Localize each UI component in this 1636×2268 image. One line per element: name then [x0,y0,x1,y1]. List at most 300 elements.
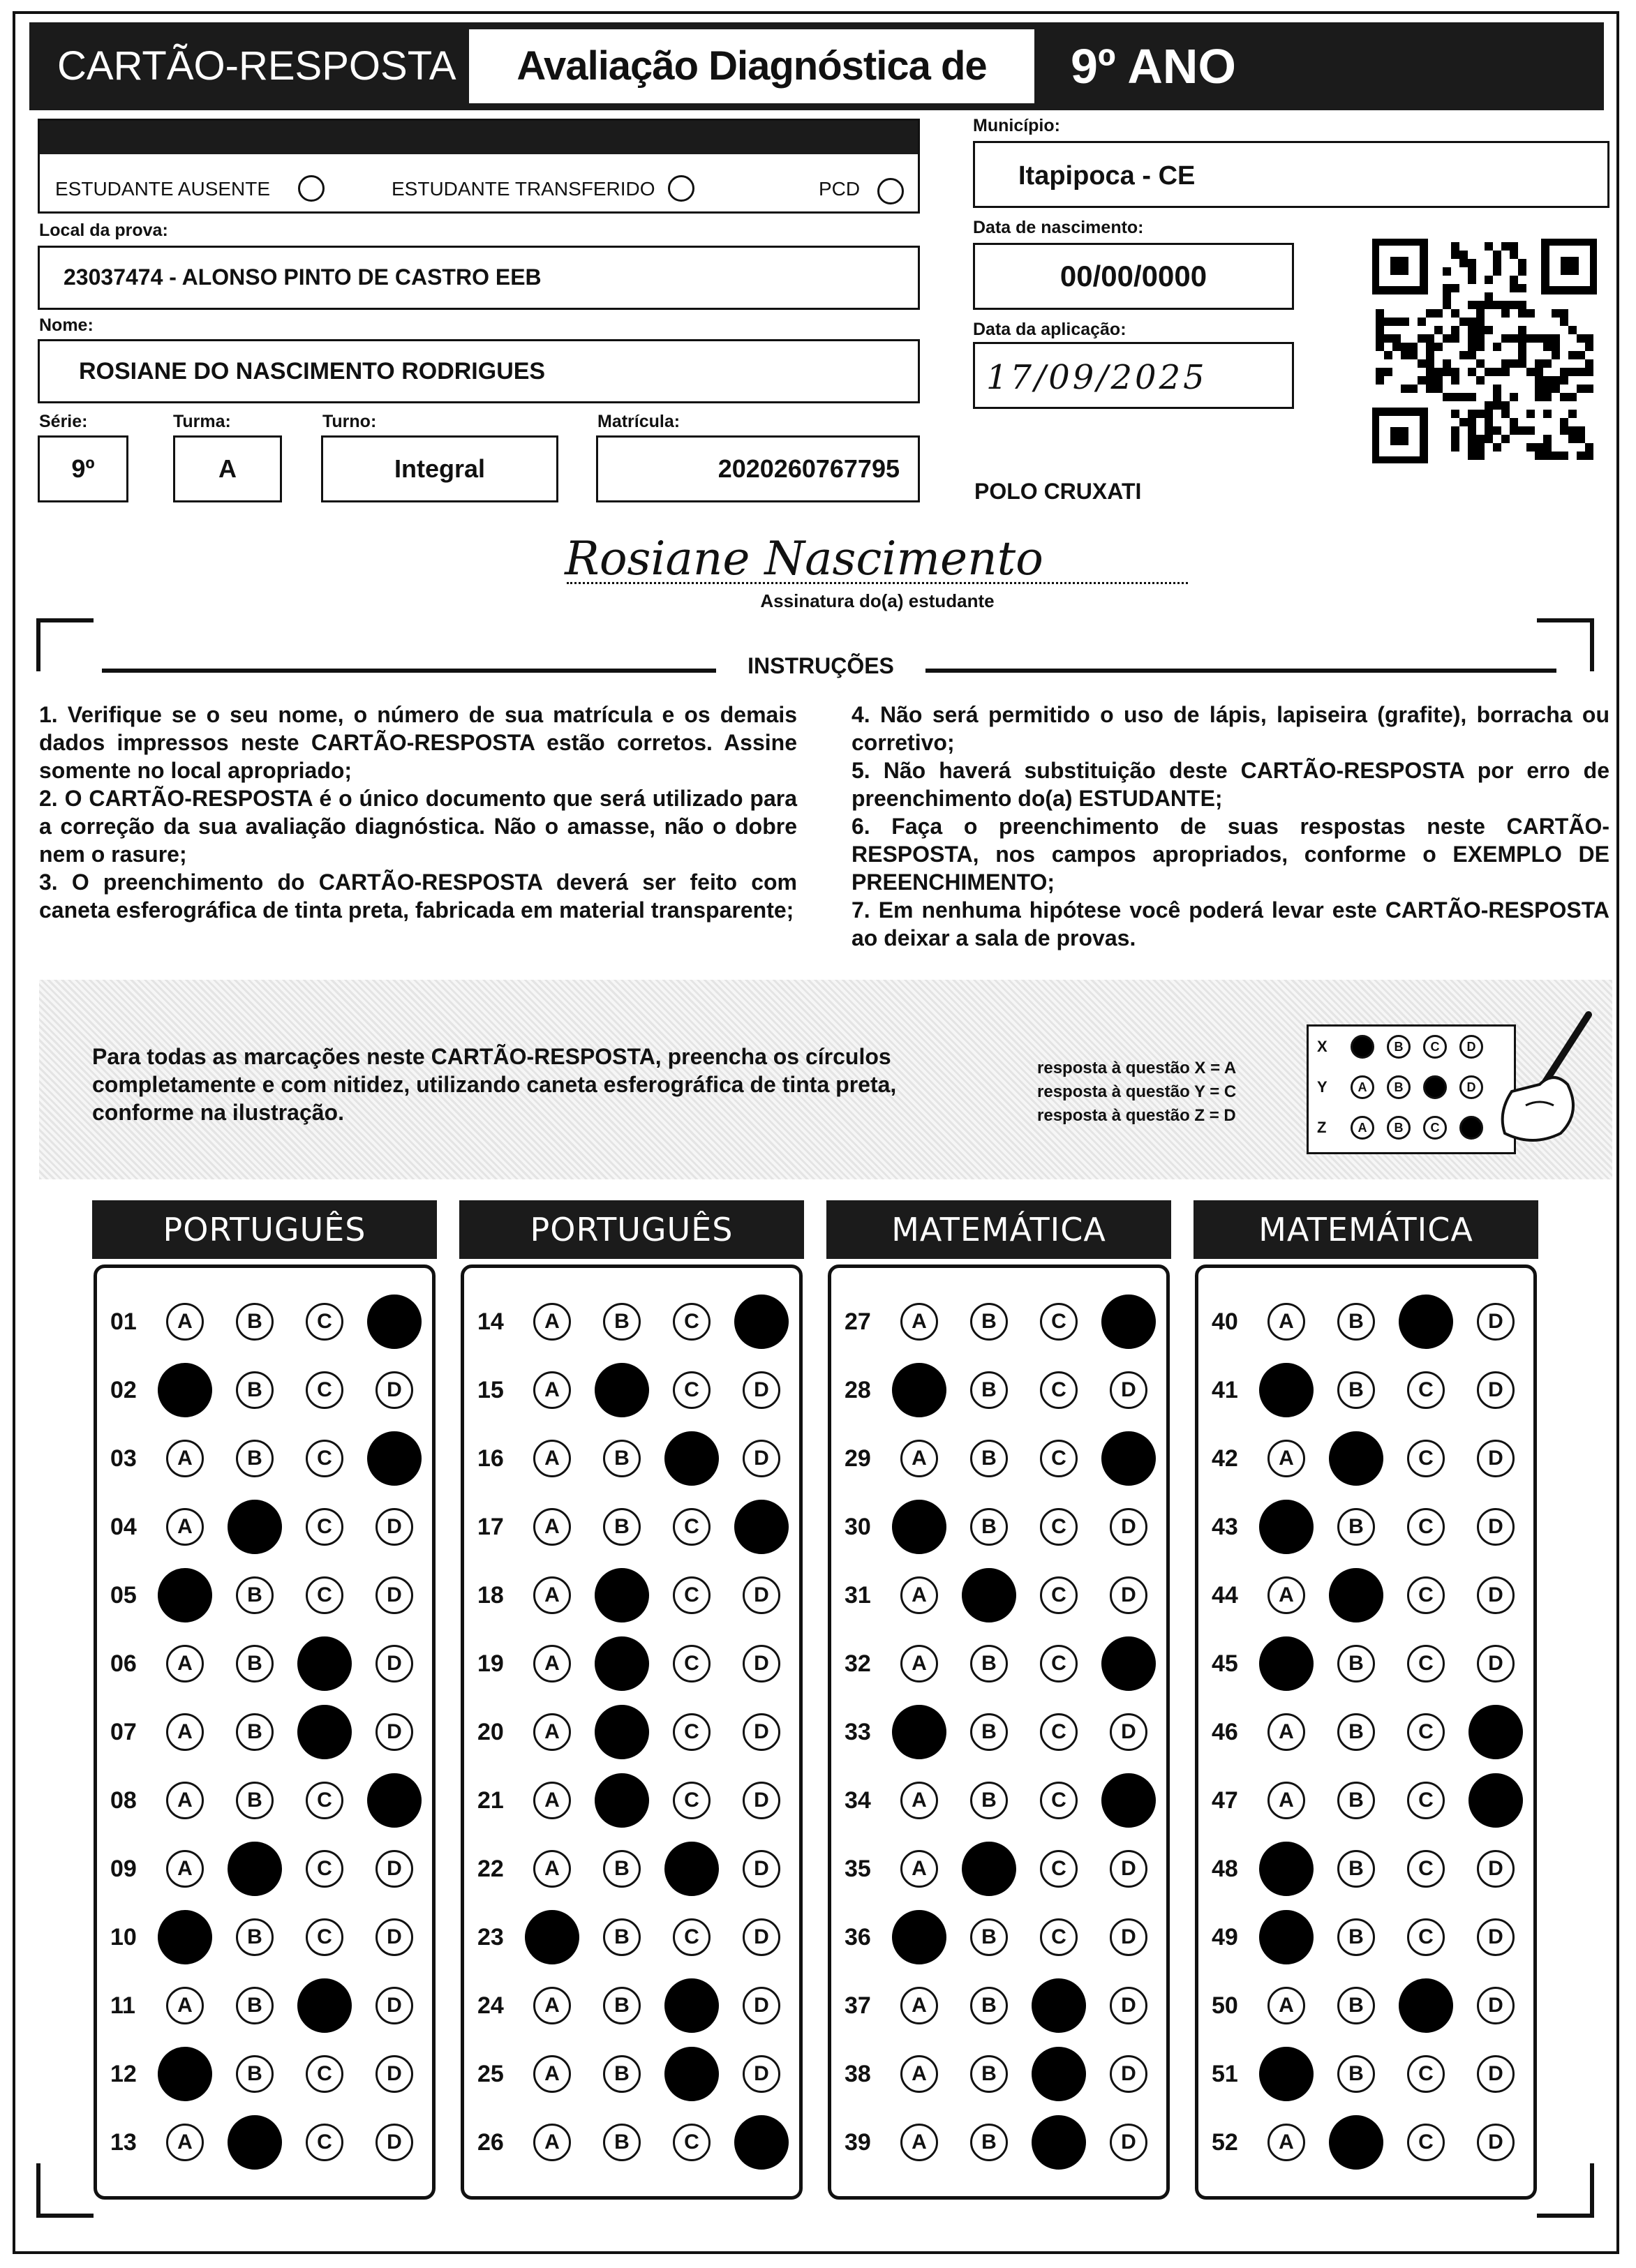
answer-bubble-21-D[interactable]: D [743,1782,780,1819]
answer-bubble-07-C[interactable] [297,1705,352,1759]
example-bubble-Y-B: B [1387,1075,1411,1099]
answer-bubble-01-B[interactable]: B [236,1303,274,1341]
answer-bubble-05-B[interactable]: B [236,1576,274,1614]
answer-bubble-03-A[interactable]: A [166,1440,204,1477]
question-number: 47 [1212,1787,1238,1814]
turno-label: Turno: [322,412,377,431]
answer-bubble-42-C[interactable]: C [1407,1440,1445,1477]
answer-bubble-15-D[interactable]: D [743,1371,780,1409]
answer-bubble-24-C[interactable] [664,1978,719,2033]
answer-bubble-11-A[interactable]: A [166,1987,204,2024]
answer-bubble-08-D[interactable] [367,1773,422,1828]
question-number: 17 [477,1514,504,1540]
question-number: 30 [845,1514,871,1540]
answer-bubble-34-A[interactable]: A [900,1782,938,1819]
answer-bubble-31-B[interactable] [962,1568,1016,1622]
answer-bubble-08-C[interactable]: C [306,1782,343,1819]
answer-bubble-45-C[interactable]: C [1407,1645,1445,1683]
answer-bubble-12-B[interactable]: B [236,2055,274,2093]
question-number: 39 [845,2129,871,2156]
answer-bubble-28-B[interactable]: B [970,1371,1008,1409]
serie-value: 9º [71,454,95,483]
answer-bubble-45-A[interactable] [1259,1636,1314,1691]
question-number: 14 [477,1308,504,1335]
answer-bubble-46-C[interactable]: C [1407,1713,1445,1751]
name-value: ROSIANE DO NASCIMENTO RODRIGUES [79,358,546,385]
answer-bubble-48-D[interactable]: D [1477,1850,1515,1888]
answer-bubble-13-D[interactable]: D [375,2124,413,2161]
header-title-right: 9º ANO [1071,39,1236,94]
answer-bubble-15-B[interactable] [595,1363,649,1417]
answer-bubble-33-D[interactable]: D [1110,1713,1147,1751]
answer-bubble-50-A[interactable]: A [1267,1987,1305,2024]
answer-bubble-48-A[interactable] [1259,1842,1314,1896]
pcd-label: PCD [819,178,861,200]
answer-bubble-15-A[interactable]: A [533,1371,571,1409]
answer-bubble-17-C[interactable]: C [673,1508,711,1546]
answer-bubble-25-C[interactable] [664,2047,719,2101]
answer-bubble-31-D[interactable]: D [1110,1576,1147,1614]
answer-bubble-16-A[interactable]: A [533,1440,571,1477]
answer-bubble-25-A[interactable]: A [533,2055,571,2093]
aplicacao-field [973,342,1294,409]
answer-bubble-43-D[interactable]: D [1477,1508,1515,1546]
answer-bubble-42-D[interactable]: D [1477,1440,1515,1477]
answer-bubble-35-A[interactable]: A [900,1850,938,1888]
answer-bubble-27-A[interactable]: A [900,1303,938,1341]
answer-bubble-17-B[interactable]: B [603,1508,641,1546]
answer-bubble-32-D[interactable] [1101,1636,1156,1691]
answer-bubble-35-B[interactable] [962,1842,1016,1896]
example-row-label: Z [1317,1119,1327,1136]
answer-bubble-04-B[interactable] [228,1500,282,1554]
answer-bubble-21-C[interactable]: C [673,1782,711,1819]
matricula-value: 2020260767795 [717,454,900,483]
answer-bubble-42-B[interactable] [1329,1431,1383,1486]
answer-bubble-34-C[interactable]: C [1040,1782,1078,1819]
answer-bubble-12-C[interactable]: C [306,2055,343,2093]
answer-bubble-10-A[interactable] [158,1910,212,1964]
answer-bubble-25-D[interactable]: D [743,2055,780,2093]
question-number: 10 [110,1924,137,1950]
aplicacao-value: 17/09/2025 [986,358,1207,397]
question-number: 40 [1212,1308,1238,1335]
question-number: 09 [110,1856,137,1882]
answer-bubble-52-C[interactable]: C [1407,2124,1445,2161]
answer-bubble-31-A[interactable]: A [900,1576,938,1614]
answer-bubble-09-B[interactable] [228,1842,282,1896]
answer-bubble-41-B[interactable]: B [1337,1371,1375,1409]
answer-bubble-50-B[interactable]: B [1337,1987,1375,2024]
answer-bubble-24-B[interactable]: B [603,1987,641,2024]
answer-bubble-42-A[interactable]: A [1267,1440,1305,1477]
answer-bubble-52-B[interactable] [1329,2115,1383,2170]
answer-bubble-21-A[interactable]: A [533,1782,571,1819]
pcd-checkbox[interactable] [877,178,904,204]
answer-bubble-14-D[interactable] [734,1295,789,1349]
local-value: 23037474 - ALONSO PINTO DE CASTRO EEB [64,264,542,290]
example-bubble-X-D: D [1459,1035,1483,1059]
answer-bubble-29-D[interactable] [1101,1431,1156,1486]
answer-bubble-08-A[interactable]: A [166,1782,204,1819]
question-number: 22 [477,1856,504,1882]
answer-bubble-06-A[interactable]: A [166,1645,204,1683]
answer-bubble-29-B[interactable]: B [970,1440,1008,1477]
instruction-2: 2. O CARTÃO-RESPOSTA é o único documento que será utilizado para a correção da sua avaliação diagnóstica. Não o amasse, não o dobre nem o rasure; [39,786,797,867]
example-bubble-Z-B: B [1387,1116,1411,1140]
answer-bubble-33-B[interactable]: B [970,1713,1008,1751]
example-row-label: X [1317,1038,1328,1055]
question-number: 36 [845,1924,871,1950]
question-number: 52 [1212,2129,1238,2156]
answer-bubble-16-B[interactable]: B [603,1440,641,1477]
transferred-label: ESTUDANTE TRANSFERIDO [392,178,655,200]
answer-bubble-22-D[interactable]: D [743,1850,780,1888]
answer-bubble-26-D[interactable] [734,2115,789,2170]
signature-caption: Assinatura do(a) estudante [760,590,995,611]
answer-bubble-05-C[interactable]: C [306,1576,343,1614]
answer-bubble-23-B[interactable]: B [603,1918,641,1956]
question-number: 31 [845,1582,871,1609]
answer-bubble-14-C[interactable]: C [673,1303,711,1341]
answer-bubble-12-A[interactable] [158,2047,212,2101]
answer-bubble-07-A[interactable]: A [166,1713,204,1751]
answer-bubble-20-B[interactable] [595,1705,649,1759]
instruction-7: 7. Em nenhuma hipótese você poderá levar este CARTÃO-RESPOSTA ao deixar a sala de provas. [852,897,1609,950]
column-header-3: MATEMÁTICA [826,1200,1171,1259]
answer-bubble-02-A[interactable] [158,1363,212,1417]
answer-bubble-28-C[interactable]: C [1040,1371,1078,1409]
answer-bubble-44-A[interactable]: A [1267,1576,1305,1614]
answer-bubble-36-B[interactable]: B [970,1918,1008,1956]
serie-field [38,435,128,502]
answer-bubble-30-D[interactable]: D [1110,1508,1147,1546]
question-number: 29 [845,1445,871,1472]
answer-bubble-24-D[interactable]: D [743,1987,780,2024]
answer-bubble-33-C[interactable]: C [1040,1713,1078,1751]
turma-field [173,435,282,502]
question-number: 37 [845,1992,871,2019]
question-number: 04 [110,1514,137,1540]
answer-bubble-52-A[interactable]: A [1267,2124,1305,2161]
answer-bubble-39-B[interactable]: B [970,2124,1008,2161]
answer-bubble-38-C[interactable] [1032,2047,1086,2101]
qr-code [1372,239,1597,463]
answer-bubble-23-C[interactable]: C [673,1918,711,1956]
answer-bubble-43-B[interactable]: B [1337,1508,1375,1546]
answer-bubble-41-C[interactable]: C [1407,1371,1445,1409]
answer-bubble-04-D[interactable]: D [375,1508,413,1546]
header-title-center: Avaliação Diagnóstica de [469,29,1034,103]
answer-bubble-18-C[interactable]: C [673,1576,711,1614]
example-bubble-Z-D [1459,1116,1483,1140]
question-number: 08 [110,1787,137,1814]
answer-bubble-44-D[interactable]: D [1477,1576,1515,1614]
answer-bubble-03-D[interactable] [367,1431,422,1486]
answer-bubble-49-C[interactable]: C [1407,1918,1445,1956]
nascimento-field [973,243,1294,310]
transferred-checkbox[interactable] [668,175,694,202]
frame-corner-tr [1537,618,1594,671]
answer-bubble-20-A[interactable]: A [533,1713,571,1751]
answer-bubble-34-D[interactable] [1101,1773,1156,1828]
answer-bubble-29-A[interactable]: A [900,1440,938,1477]
answer-bubble-43-C[interactable]: C [1407,1508,1445,1546]
question-number: 35 [845,1856,871,1882]
answer-bubble-06-D[interactable]: D [375,1645,413,1683]
answer-bubble-10-C[interactable]: C [306,1918,343,1956]
answer-bubble-15-C[interactable]: C [673,1371,711,1409]
answer-bubble-03-B[interactable]: B [236,1440,274,1477]
answer-bubble-45-B[interactable]: B [1337,1645,1375,1683]
answer-bubble-17-D[interactable] [734,1500,789,1554]
absent-label: ESTUDANTE AUSENTE [55,178,271,200]
answer-bubble-48-C[interactable]: C [1407,1850,1445,1888]
answer-bubble-36-D[interactable]: D [1110,1918,1147,1956]
fill-example-text: Para todas as marcações neste CARTÃO-RESPOSTA, preencha os círculos completamente e com nitidez, utilizando caneta esferográfica de tinta preta, conforme na ilustração. [92,1044,897,1125]
answer-bubble-30-A[interactable] [892,1500,946,1554]
answer-bubble-37-A[interactable]: A [900,1987,938,2024]
name-field [38,339,920,403]
example-bubble-X-C: C [1423,1035,1447,1059]
answer-bubble-06-C[interactable] [297,1636,352,1691]
answer-bubble-35-D[interactable]: D [1110,1850,1147,1888]
answer-bubble-07-B[interactable]: B [236,1713,274,1751]
frame-corner-tl [36,618,94,671]
answer-bubble-11-B[interactable]: B [236,1987,274,2024]
absent-checkbox[interactable] [298,175,325,202]
answer-bubble-19-B[interactable] [595,1636,649,1691]
answer-bubble-19-C[interactable]: C [673,1645,711,1683]
question-number: 49 [1212,1924,1238,1950]
answer-bubble-51-C[interactable]: C [1407,2055,1445,2093]
question-number: 06 [110,1650,137,1677]
answer-bubble-49-B[interactable]: B [1337,1918,1375,1956]
answer-bubble-49-A[interactable] [1259,1910,1314,1964]
answer-bubble-40-C[interactable] [1399,1295,1453,1349]
answer-bubble-40-A[interactable]: A [1267,1303,1305,1341]
header-title-left: CARTÃO-RESPOSTA [57,43,456,89]
question-number: 46 [1212,1719,1238,1745]
answer-bubble-02-C[interactable]: C [306,1371,343,1409]
answer-bubble-48-B[interactable]: B [1337,1850,1375,1888]
question-number: 18 [477,1582,504,1609]
turno-value: Integral [394,454,486,483]
legend-y: resposta à questão Y = C [1037,1082,1237,1101]
answer-bubble-19-D[interactable]: D [743,1645,780,1683]
answer-bubble-31-C[interactable]: C [1040,1576,1078,1614]
answer-bubble-12-D[interactable]: D [375,2055,413,2093]
answer-bubble-20-D[interactable]: D [743,1713,780,1751]
question-number: 44 [1212,1582,1238,1609]
answer-bubble-50-C[interactable] [1399,1978,1453,2033]
answer-bubble-37-D[interactable]: D [1110,1987,1147,2024]
answer-bubble-46-A[interactable]: A [1267,1713,1305,1751]
question-number: 50 [1212,1992,1238,2019]
question-number: 38 [845,2061,871,2087]
answer-bubble-46-D[interactable] [1468,1705,1523,1759]
answer-bubble-38-D[interactable]: D [1110,2055,1147,2093]
answer-bubble-52-D[interactable]: D [1477,2124,1515,2161]
answer-bubble-36-A[interactable] [892,1910,946,1964]
answer-bubble-23-A[interactable] [525,1910,579,1964]
answer-bubble-10-B[interactable]: B [236,1918,274,1956]
example-bubble-X-A [1351,1035,1374,1059]
answer-bubble-08-B[interactable]: B [236,1782,274,1819]
answer-bubble-41-A[interactable] [1259,1363,1314,1417]
answer-bubble-47-C[interactable]: C [1407,1782,1445,1819]
local-label: Local da prova: [39,221,168,240]
answer-bubble-07-D[interactable]: D [375,1713,413,1751]
fill-example-band [39,980,1612,1179]
answer-bubble-27-B[interactable]: B [970,1303,1008,1341]
answer-bubble-32-C[interactable]: C [1040,1645,1078,1683]
example-bubble-Y-D: D [1459,1075,1483,1099]
answer-bubble-04-A[interactable]: A [166,1508,204,1546]
answer-bubble-09-D[interactable]: D [375,1850,413,1888]
answer-bubble-02-B[interactable]: B [236,1371,274,1409]
answer-bubble-23-D[interactable]: D [743,1918,780,1956]
question-number: 28 [845,1377,871,1403]
question-number: 07 [110,1719,137,1745]
answer-bubble-05-A[interactable] [158,1568,212,1622]
answer-bubble-01-A[interactable]: A [166,1303,204,1341]
answer-bubble-44-C[interactable]: C [1407,1576,1445,1614]
answer-bubble-22-C[interactable] [664,1842,719,1896]
answer-bubble-43-A[interactable] [1259,1500,1314,1554]
answer-bubble-51-B[interactable]: B [1337,2055,1375,2093]
question-number: 23 [477,1924,504,1950]
answer-bubble-16-C[interactable] [664,1431,719,1486]
answer-bubble-47-A[interactable]: A [1267,1782,1305,1819]
question-number: 34 [845,1787,871,1814]
instructions-rule-right [925,669,1556,673]
instruction-4: 4. Não será permitido o uso de lápis, lapiseira (grafite), borracha ou corretivo; [852,702,1609,755]
answer-bubble-50-D[interactable]: D [1477,1987,1515,2024]
answer-bubble-32-B[interactable]: B [970,1645,1008,1683]
answer-bubble-39-D[interactable]: D [1110,2124,1147,2161]
answer-bubble-40-D[interactable]: D [1477,1303,1515,1341]
municipio-label: Município: [973,116,1060,135]
answer-bubble-26-C[interactable]: C [673,2124,711,2161]
answer-bubble-33-A[interactable] [892,1705,946,1759]
answer-bubble-06-B[interactable]: B [236,1645,274,1683]
qr-code-graphic [1372,239,1597,463]
answer-bubble-44-B[interactable] [1329,1568,1383,1622]
answer-bubble-49-D[interactable]: D [1477,1918,1515,1956]
answer-bubble-02-D[interactable]: D [375,1371,413,1409]
answer-bubble-01-C[interactable]: C [306,1303,343,1341]
answer-bubble-05-D[interactable]: D [375,1576,413,1614]
answer-bubble-45-D[interactable]: D [1477,1645,1515,1683]
instruction-6: 6. Faça o preenchimento de suas respostas neste CARTÃO-RESPOSTA, nos campos apropriados, conforme o EXEMPLO DE PREENCHIMENTO; [852,814,1609,895]
answer-bubble-22-A[interactable]: A [533,1850,571,1888]
answer-bubble-13-A[interactable]: A [166,2124,204,2161]
answer-bubble-34-B[interactable]: B [970,1782,1008,1819]
question-number: 16 [477,1445,504,1472]
answer-bubble-18-B[interactable] [595,1568,649,1622]
answer-bubble-47-D[interactable] [1468,1773,1523,1828]
answer-bubble-14-A[interactable]: A [533,1303,571,1341]
answer-bubble-30-B[interactable]: B [970,1508,1008,1546]
answer-bubble-03-C[interactable]: C [306,1440,343,1477]
answer-bubble-47-B[interactable]: B [1337,1782,1375,1819]
answer-sheet [13,11,1619,2254]
answer-bubble-35-C[interactable]: C [1040,1850,1078,1888]
answer-bubble-26-B[interactable]: B [603,2124,641,2161]
answer-bubble-26-A[interactable]: A [533,2124,571,2161]
answer-bubble-32-A[interactable]: A [900,1645,938,1683]
answer-bubble-28-D[interactable]: D [1110,1371,1147,1409]
answer-bubble-51-D[interactable]: D [1477,2055,1515,2093]
answer-bubble-16-D[interactable]: D [743,1440,780,1477]
answer-bubble-24-A[interactable]: A [533,1987,571,2024]
pen-hand-icon [1484,1008,1609,1147]
question-number: 41 [1212,1377,1238,1403]
answer-bubble-18-D[interactable]: D [743,1576,780,1614]
answer-bubble-10-D[interactable]: D [375,1918,413,1956]
answer-bubble-09-A[interactable]: A [166,1850,204,1888]
answer-bubble-40-B[interactable]: B [1337,1303,1375,1341]
question-number: 11 [110,1992,135,2019]
answer-bubble-29-C[interactable]: C [1040,1440,1078,1477]
answer-bubble-27-C[interactable]: C [1040,1303,1078,1341]
answer-bubble-30-C[interactable]: C [1040,1508,1078,1546]
turma-value: A [218,454,237,483]
answer-bubble-39-A[interactable]: A [900,2124,938,2161]
instructions-right [852,701,1609,952]
answer-bubble-14-B[interactable]: B [603,1303,641,1341]
answer-bubble-25-B[interactable]: B [603,2055,641,2093]
answer-bubble-39-C[interactable] [1032,2115,1086,2170]
question-number: 32 [845,1650,871,1677]
answer-bubble-37-B[interactable]: B [970,1987,1008,2024]
answer-bubble-27-D[interactable] [1101,1295,1156,1349]
answer-bubble-20-C[interactable]: C [673,1713,711,1751]
answer-bubble-11-C[interactable] [297,1978,352,2033]
legend-x: resposta à questão X = A [1037,1059,1237,1077]
answer-bubble-09-C[interactable]: C [306,1850,343,1888]
answer-bubble-46-B[interactable]: B [1337,1713,1375,1751]
answer-bubble-11-D[interactable]: D [375,1987,413,2024]
answer-bubble-28-A[interactable] [892,1363,946,1417]
signature-line [567,582,1188,584]
answer-bubble-51-A[interactable] [1259,2047,1314,2101]
answer-bubble-38-A[interactable]: A [900,2055,938,2093]
answer-bubble-38-B[interactable]: B [970,2055,1008,2093]
example-row-label: Y [1317,1078,1328,1096]
question-number: 03 [110,1445,137,1472]
answer-bubble-04-C[interactable]: C [306,1508,343,1546]
answer-bubble-17-A[interactable]: A [533,1508,571,1546]
answer-bubble-19-A[interactable]: A [533,1645,571,1683]
answer-bubble-01-D[interactable] [367,1295,422,1349]
answer-bubble-18-A[interactable]: A [533,1576,571,1614]
answer-bubble-41-D[interactable]: D [1477,1371,1515,1409]
answer-bubble-22-B[interactable]: B [603,1850,641,1888]
answer-bubble-36-C[interactable]: C [1040,1918,1078,1956]
answer-bubble-37-C[interactable] [1032,1978,1086,2033]
question-number: 24 [477,1992,504,2019]
instructions-title: INSTRUÇÕES [748,653,894,678]
example-bubble-Z-A: A [1351,1116,1374,1140]
instruction-5: 5. Não haverá substituição deste CARTÃO-RESPOSTA por erro de preenchimento do(a) ESTUDANTE; [852,758,1609,811]
question-number: 05 [110,1582,137,1609]
answer-bubble-21-B[interactable] [595,1773,649,1828]
answer-bubble-13-B[interactable] [228,2115,282,2170]
column-header-1: PORTUGUÊS [92,1200,437,1259]
answer-bubble-13-C[interactable]: C [306,2124,343,2161]
